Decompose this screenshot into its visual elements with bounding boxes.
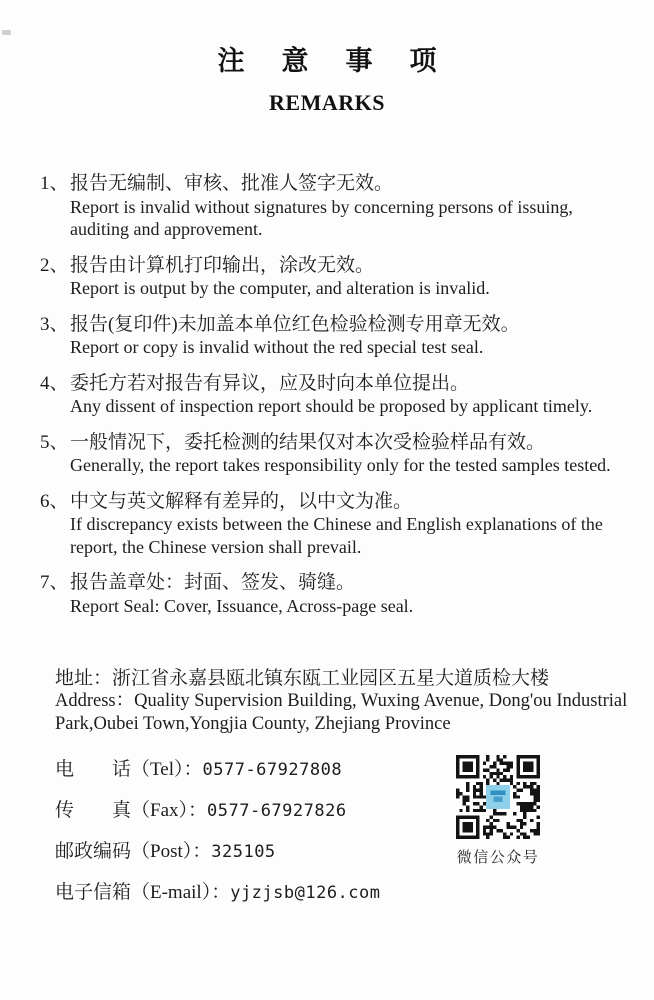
remark-number: 3、 — [40, 313, 69, 335]
remark-number: 1、 — [40, 173, 69, 194]
remark-texts — [70, 255, 490, 300]
address-zh: 地址：浙江省永嘉县瓯北镇东瓯工业园区五星大道质检大楼 — [55, 668, 550, 689]
remark-number: 6、 — [40, 490, 69, 512]
remark-text-zh: 中文与英文解释有差异的，以中文为准。 — [70, 490, 413, 512]
remark-number: 4、 — [40, 372, 69, 394]
remark-texts — [70, 432, 611, 477]
contact-value: 0577-67927808 — [202, 760, 343, 780]
remark-text-en: Report is output by the computer, and alteration is invalid. — [70, 278, 490, 298]
remark-number: 5、 — [40, 431, 69, 453]
contact-value: yjzjsb@126.com — [230, 883, 381, 903]
remark-texts — [70, 491, 628, 559]
remark-text-en: Report or copy is invalid without the red special test seal. — [70, 337, 484, 357]
contact-row — [55, 758, 654, 782]
remark-text-zh: 报告(复印件)未加盖本单位红色检验检测专用章无效。 — [70, 313, 520, 335]
address-block — [0, 667, 654, 736]
wechat-qr-code — [456, 755, 540, 839]
remark-text-en: If discrepancy exists between the Chinese and English explanations of the report, the Chinese version shall prevail. — [70, 514, 603, 557]
remark-texts — [70, 373, 592, 418]
remark-item — [40, 572, 628, 617]
qr-caption: 微信公众号 — [456, 850, 540, 866]
remark-item — [40, 432, 628, 477]
remark-item — [40, 255, 628, 300]
address-en: Address：Quality Supervision Building, Wuxing Avenue, Dong'ou Industrial Park,Oubei Town,Yongjia County, Zhejiang Province — [55, 691, 628, 734]
remark-number: 2、 — [40, 254, 69, 276]
contact-row — [55, 881, 654, 905]
contact-value: 325105 — [211, 842, 276, 862]
remarks-list — [0, 173, 654, 617]
remark-text-zh: 报告无编制、审核、批准人签字无效。 — [70, 173, 394, 194]
remark-text-zh: 报告由计算机打印输出，涂改无效。 — [70, 254, 375, 276]
remark-texts — [70, 314, 520, 359]
remark-text-zh: 委托方若对报告有异议，应及时向本单位提出。 — [70, 372, 470, 394]
contact-label: 邮政编码（Post）： — [55, 841, 212, 862]
contact-value: 0577-67927826 — [207, 801, 347, 821]
qr-svg — [456, 755, 540, 839]
remark-item — [40, 491, 628, 559]
scan-artifact — [2, 30, 11, 35]
contact-row — [55, 840, 654, 864]
contact-label: 电子信箱（E-mail）： — [55, 882, 231, 903]
qr-block — [452, 755, 544, 867]
remark-texts — [70, 572, 413, 617]
remark-text-zh: 报告盖章处：封面、签发、骑缝。 — [70, 572, 356, 593]
remark-text-en: Report is invalid without signatures by concerning persons of issuing, auditing and approvement. — [70, 196, 573, 239]
remark-item — [40, 373, 628, 418]
contact-list — [0, 758, 654, 905]
page-title-zh: 注意事项 — [217, 46, 474, 76]
remark-item — [40, 314, 628, 359]
remark-number: 7、 — [40, 572, 69, 593]
contact-label: 传 真（Fax）： — [55, 800, 208, 821]
remark-text-en: Any dissent of inspection report should be proposed by applicant timely. — [70, 396, 593, 416]
remark-item — [40, 173, 628, 241]
contact-label: 电 话（Tel）： — [55, 759, 203, 780]
remark-text-en: Generally, the report takes responsibility only for the tested samples tested. — [70, 455, 611, 475]
remark-texts — [70, 173, 628, 241]
remark-text-zh: 一般情况下，委托检测的结果仅对本次受检验样品有效。 — [70, 431, 546, 453]
remark-text-en: Report Seal: Cover, Issuance, Across-page seal. — [70, 595, 414, 616]
page-title-en: REMARKS — [269, 90, 385, 115]
contact-row — [55, 799, 654, 823]
